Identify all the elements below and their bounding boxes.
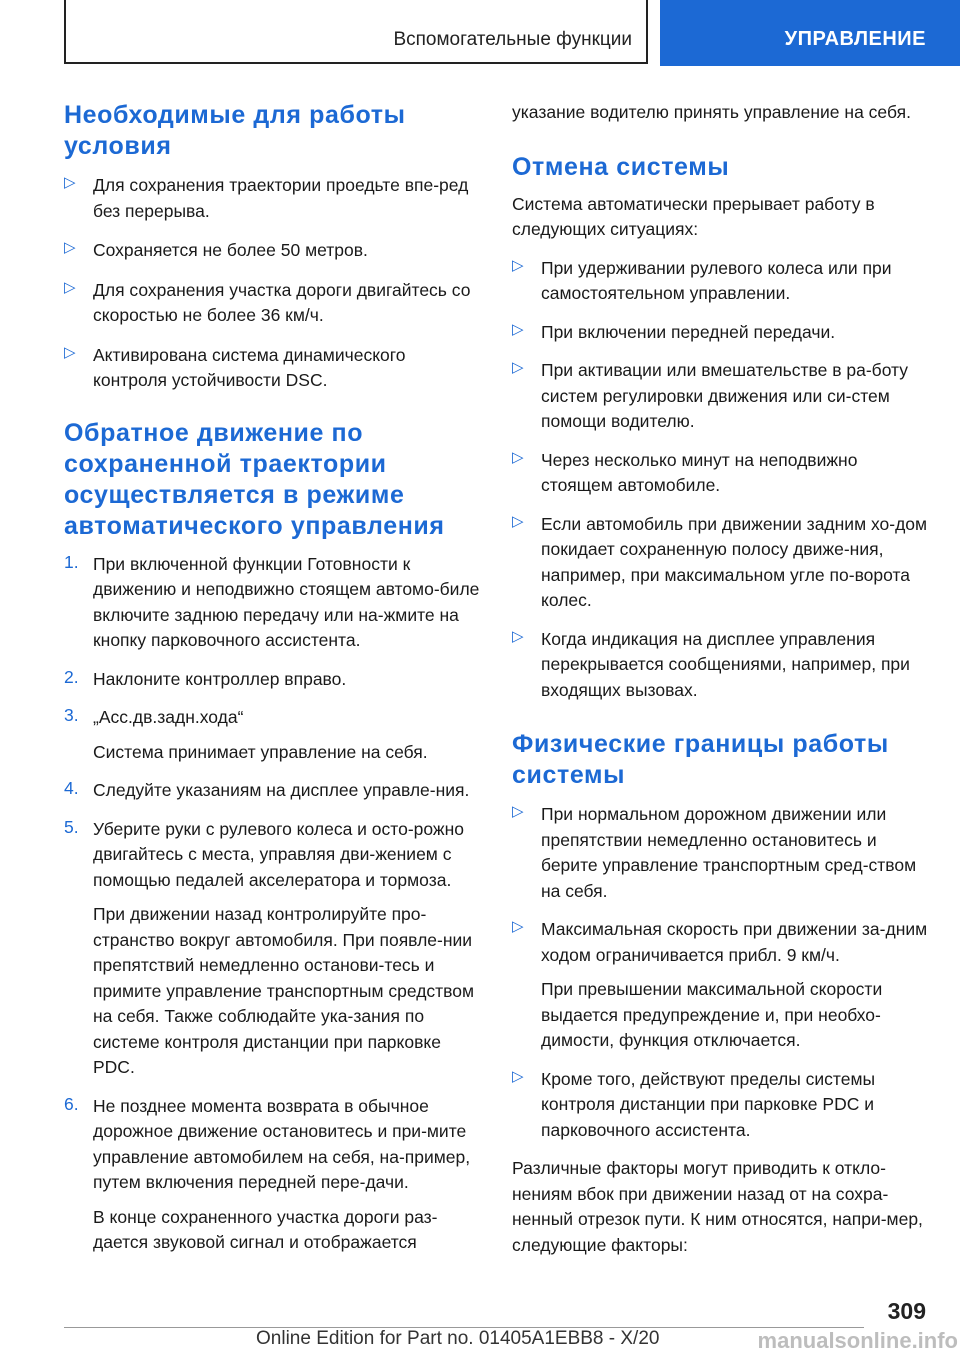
triangle-right-icon: ▷ <box>64 174 76 191</box>
step-number: 6. <box>64 1093 79 1114</box>
triangle-right-icon: ▷ <box>512 359 524 376</box>
list-item: ▷ Сохраняется не более 50 метров. <box>64 239 368 260</box>
list-item: ▷ Активирована система динамического контроля устойчивости DSC. <box>64 343 406 390</box>
section-title: Вспомогательные функции <box>393 29 632 50</box>
list-note: При превышении максимальной скорости выдается предупреждение и, при необхо-димости, функция отключается. <box>541 979 883 1050</box>
heading-limits: Физические границы работы системы <box>512 730 889 789</box>
paragraph: Различные факторы могут приводить к откло-нениям вбок при движении назад от на сохра-ненный отрезок пути. К ним относятся, напри-мер, следующие факторы: <box>512 1158 923 1255</box>
heading-cancel: Отмена системы <box>512 152 730 181</box>
triangle-right-icon: ▷ <box>64 278 76 296</box>
step-item: 6. Не позднее момента возврата в обычное дорожное движение остановитесь и при-мите управление автомобилем на себя, на-пример, путем включения передней пере-дачи. <box>64 1093 471 1192</box>
continued-text: указание водителю принять управление на себя. <box>512 102 911 122</box>
triangle-right-icon: ▷ <box>512 320 524 338</box>
right-column <box>512 100 930 1258</box>
step-item: 3. „Асс.дв.задн.хода“ <box>64 705 244 727</box>
step-item: 1. При включенной функции Готовности к движению и неподвижно стоящем автомо-биле включите заднюю передачу или на-жмите на кнопку парковочного ассистента. <box>64 551 480 650</box>
step-number: 2. <box>64 666 79 687</box>
list-item: ▷ Кроме того, действуют пределы системы контроля дистанции при парковке PDC и парковочного ассистента. <box>512 1067 876 1140</box>
list-item: ▷ Когда индикация на дисплее управления перекрывается сообщениями, например, при входящих вызовах. <box>512 627 910 700</box>
running-header-section <box>64 0 648 64</box>
step-number: 1. <box>64 551 79 572</box>
triangle-right-icon: ▷ <box>512 1067 524 1085</box>
triangle-right-icon: ▷ <box>512 256 524 274</box>
list-item: ▷ Для сохранения участка дороги двигайтесь со скоростью не более 36 км/ч. <box>64 278 471 325</box>
list-item: ▷ При включении передней передачи. <box>512 320 836 342</box>
step-number: 3. <box>64 705 79 725</box>
edition-text: Online Edition for Part no. 01405A1EBB8 - X/20 <box>256 1328 660 1349</box>
step-number: 5. <box>64 816 79 837</box>
list-item: ▷ При нормальном дорожном движении или препятствии немедленно остановитесь и берите управление транспортным сред-ством на себя. <box>512 803 917 901</box>
triangle-right-icon: ▷ <box>512 918 524 935</box>
list-item: ▷ При активации или вмешательстве в ра-боту систем регулировки движения или си-стем помощи водителю. <box>512 359 909 431</box>
triangle-right-icon: ▷ <box>512 512 524 530</box>
list-item: ▷ Максимальная скорость при движении за-дним ходом ограничивается прибл. 9 км/ч. <box>512 918 928 965</box>
step-note: При движении назад контролируйте про-странство вокруг автомобиля. При появле-нии препятствий немедленно останови-тесь и примите управление транспортным средством на себя. Также соблюдайте ука-зания по системе контроля дистанции при парковке PDC. <box>93 904 475 1077</box>
step-item: 2. Наклоните контроллер вправо. <box>64 666 347 689</box>
step-item: 4. Следуйте указаниям на дисплее управле-ния. <box>64 778 470 800</box>
page-number: 309 <box>887 1298 926 1324</box>
triangle-right-icon: ▷ <box>512 803 524 820</box>
paragraph: Система автоматически прерывает работу в следующих ситуациях: <box>512 193 875 239</box>
watermark-logo: manualsonline.info <box>757 1328 958 1353</box>
triangle-right-icon: ▷ <box>64 343 76 361</box>
step-number: 4. <box>64 778 79 798</box>
chapter-title: УПРАВЛЕНИЕ <box>784 28 926 50</box>
heading-reverse-drive: Обратное движение по сохраненной траектории осуществляется в режиме автоматического управления <box>64 418 445 540</box>
list-item: ▷ Через несколько минут на неподвижно стоящем автомобиле. <box>512 448 858 495</box>
list-item: ▷ Для сохранения траектории проедьте впе-ред без перерыва. <box>64 174 469 221</box>
heading-requirements: Необходимые для работы условия <box>64 101 406 160</box>
list-item: ▷ При удерживании рулевого колеса или при самостоятельном управлении. <box>512 256 892 303</box>
step-note: В конце сохраненного участка дороги раз-дается звуковой сигнал и отображается <box>93 1206 438 1252</box>
step-item: 5. Уберите руки с рулевого колеса и осто-рожно двигайтесь с места, управляя дви-жением с помощью педалей акселератора и тормоза. <box>64 816 465 890</box>
triangle-right-icon: ▷ <box>512 627 524 645</box>
list-item: ▷ Если автомобиль при движении задним хо-дом покидает сохраненную полосу движе-ния, например, при максимальном угле по-ворота колес. <box>512 512 928 610</box>
left-column <box>64 100 484 1256</box>
triangle-right-icon: ▷ <box>64 239 76 256</box>
step-note: Система принимает управление на себя. <box>93 741 428 762</box>
triangle-right-icon: ▷ <box>512 448 524 466</box>
chapter-tab <box>660 0 960 66</box>
